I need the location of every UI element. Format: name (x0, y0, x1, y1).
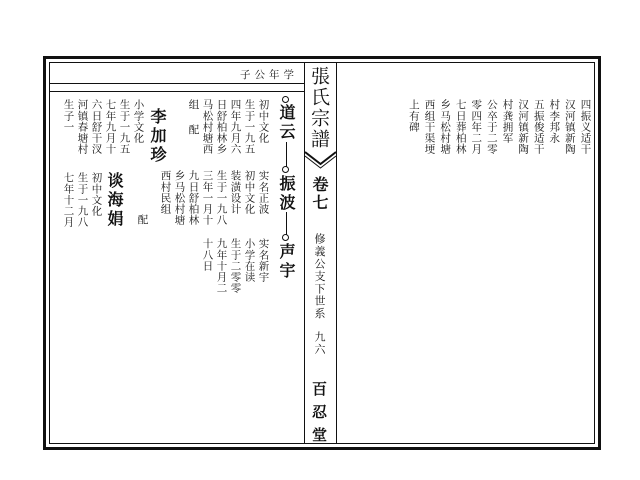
header-rule-bottom (50, 91, 305, 92)
bio-column: 马松村塘西 (201, 99, 214, 155)
bio-column: 生于二零零 (229, 238, 242, 294)
bio-column: 九年十月二 (215, 238, 228, 294)
bio-column: 日舒柏林乡 (215, 99, 228, 155)
spouse-marker: 配 (136, 214, 149, 226)
bio-column: 三年一月十 (201, 170, 214, 226)
tree-node-ring-gen3 (282, 234, 289, 241)
person-name-shengyu: 声宇 (277, 243, 296, 281)
section-label: 修義公支下世系 (313, 233, 326, 320)
bio-column: 生子一 (62, 99, 75, 133)
bio-column: 小学在读 (243, 238, 256, 283)
right-text-column: 汉河镇新陶 (563, 99, 576, 155)
bio-column: 生于一九八 (76, 172, 89, 228)
right-text-column: 村龚拥军 (501, 99, 514, 144)
right-text-column: 零四年二月 (470, 99, 483, 155)
right-text-column: 西组干渠埂 (423, 99, 436, 155)
volume-label: 卷七 (310, 176, 329, 212)
person-name-daoyun: 道云 (277, 104, 296, 142)
bio-column: 实名正波 (257, 170, 270, 215)
bio-column: 初中文化 (257, 99, 270, 144)
tree-node-ring-gen2 (282, 166, 289, 173)
bio-column: 四年九月六 (229, 99, 242, 155)
right-text-column: 公卒于二零 (485, 99, 498, 155)
bio-column: 乡马松村塘 (173, 170, 186, 226)
person-name-zhenbo: 振波 (277, 175, 296, 213)
header-text: 子公年学 (240, 69, 298, 81)
right-text-column: 村李邦永 (548, 99, 561, 144)
hall-name: 百忍堂 (310, 381, 328, 450)
spouse-marker: 配 (187, 124, 200, 136)
bio-column: 河镇春塘村 (76, 99, 89, 155)
bio-column: 六日舒干汊 (90, 99, 103, 155)
right-text-column: 乡马松村塘 (439, 99, 452, 155)
person-name-lijiazhen: 李加珍 (148, 108, 167, 165)
bio-column: 组 (187, 99, 200, 111)
bio-column: 十八日 (201, 238, 214, 272)
bio-column: 生于一九五 (118, 99, 131, 155)
right-text-column: 四振义适干 (579, 99, 592, 155)
right-text-column: 汉河镇新陶 (517, 99, 530, 155)
page-number: 九六 (313, 331, 326, 356)
tree-node-ring-gen1 (282, 96, 289, 103)
right-text-column: 上有碑 (407, 99, 420, 133)
bio-column: 七年十二月 (62, 172, 75, 228)
genealogy-title: 張氏宗譜 (308, 66, 330, 150)
bio-column: 实名新宇 (257, 238, 270, 283)
bio-column: 七年九月十 (104, 99, 117, 155)
bio-column: 装潢设计 (229, 170, 242, 215)
bio-column: 生于一九五 (243, 99, 256, 155)
spine-left-rule (304, 62, 305, 444)
bio-column: 九日舒柏林 (187, 170, 200, 226)
bio-column: 初中文化 (243, 170, 256, 215)
right-text-column: 七日葬柏林 (454, 99, 467, 155)
right-text-column: 五振俊适干 (532, 99, 545, 155)
person-name-tanhaijuan: 谈海娟 (105, 172, 124, 229)
header-rule-top (50, 83, 305, 84)
bio-column: 西村民组 (159, 170, 172, 215)
spine-right-rule (336, 62, 337, 444)
bio-column: 生于一九八 (215, 170, 228, 226)
spine-chevron-icon (305, 150, 336, 170)
bio-column: 初中文化 (90, 172, 103, 217)
bio-column: 小学文化 (132, 99, 145, 144)
